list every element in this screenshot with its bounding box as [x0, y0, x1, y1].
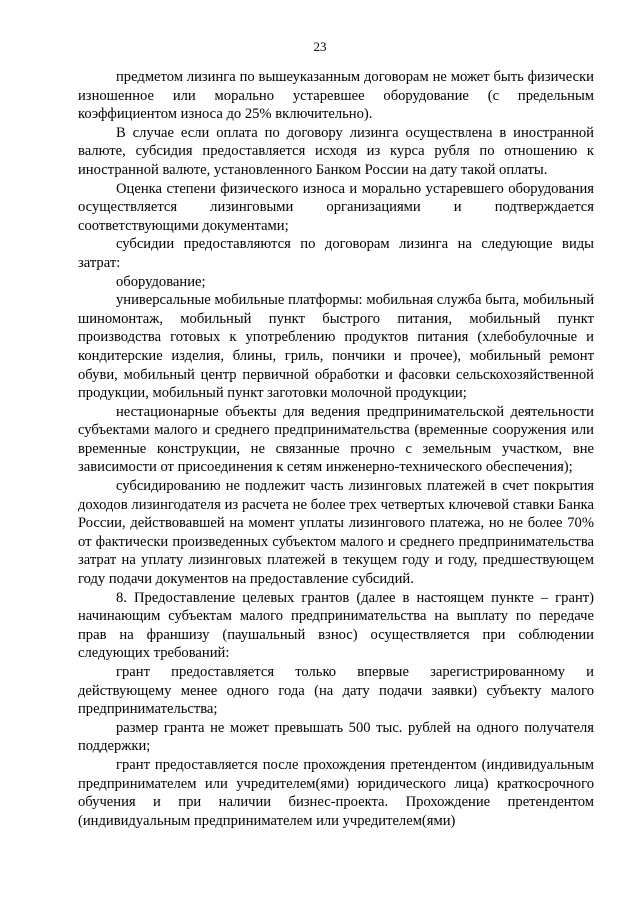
- paragraph-expense-types: субсидии предоставляются по договорам лизинга на следующие виды затрат:: [78, 236, 594, 271]
- page-number: 23: [313, 39, 327, 54]
- paragraph-grant-eligibility: грант предоставляется только впервые зарегистрированному и действующему менее одного года (на дату подачи заявки) субъекту малого предпринимательства;: [78, 664, 594, 718]
- paragraph-grant-amount: размер гранта не может превышать 500 тыс. рублей на одного получателя поддержки;: [78, 719, 594, 755]
- paragraph-foreign-currency: В случае если оплата по договору лизинга осуществлена в иностранной валюте, субсидия предоставляется исходя из курса рубля по отношению к иностранной валюте, установленного Банком России на дату такой оплаты.: [78, 124, 594, 178]
- paragraph-grant-training: грант предоставляется после прохождения претендентом (индивидуальным предпринимателем или учредителем(ями) юридического лица) краткосрочного обучения и при наличии бизнес-проекта. Прохождение претендентом (индивидуальным предпринимателем или учредителем(ями): [78, 756, 594, 829]
- document-body: [78, 68, 594, 830]
- paragraph-wear-assessment: Оценка степени физического износа и морально устаревшего оборудования осуществляется лизинговыми организациями и подтверждается соответствующими документами;: [78, 180, 594, 234]
- paragraph-section-8-grants: 8. Предоставление целевых грантов (далее в настоящем пункте – грант) начинающим субъектам малого предпринимательства на выплату по передаче прав на франшизу (паушальный взнос) осуществляется при соблюдении следующих требований:: [78, 589, 594, 662]
- paragraph-leasing-subject: предметом лизинга по вышеуказанным договорам не может быть физически изношенное или морально устаревшее оборудование (с предельным коэффициентом износа до 25% включительно).: [78, 69, 594, 123]
- paragraph-non-stationary-objects: нестационарные объекты для ведения предпринимательской деятельности субъектами малого и среднего предпринимательства (временные сооружения или временные конструкции, не связанные прочно с земельным участком, вне зависимости от присоединения к сетям инженерно-технического обеспечения);: [78, 403, 594, 476]
- paragraph-equipment: оборудование;: [116, 273, 206, 290]
- paragraph-mobile-platforms: универсальные мобильные платформы: мобильная служба быта, мобильный шиномонтаж, мобильный пункт быстрого питания, мобильный пункт производства готовых к употреблению продуктов питания (хлебобулочные и кондитерские изделия, блины, гриль, пончики и прочее), мобильный ремонт обуви, мобильный центр первичной обработки и фасовки сельскохозяйственной продукции, мобильный пункт заготовки молочной продукции;: [78, 292, 594, 402]
- paragraph-subsidy-exclusion: субсидированию не подлежит часть лизинговых платежей в счет покрытия доходов лизингодателя из расчета не более трех четвертых ключевой ставки Банка России, действовавшей на момент уплаты лизингового платежа, но не более 70% от фактически произведенных субъектом малого и среднего предпринимательства затрат на уплату лизинговых платежей в текущем году и году, предшествующем году подачи документов на предоставление субсидий.: [78, 478, 594, 588]
